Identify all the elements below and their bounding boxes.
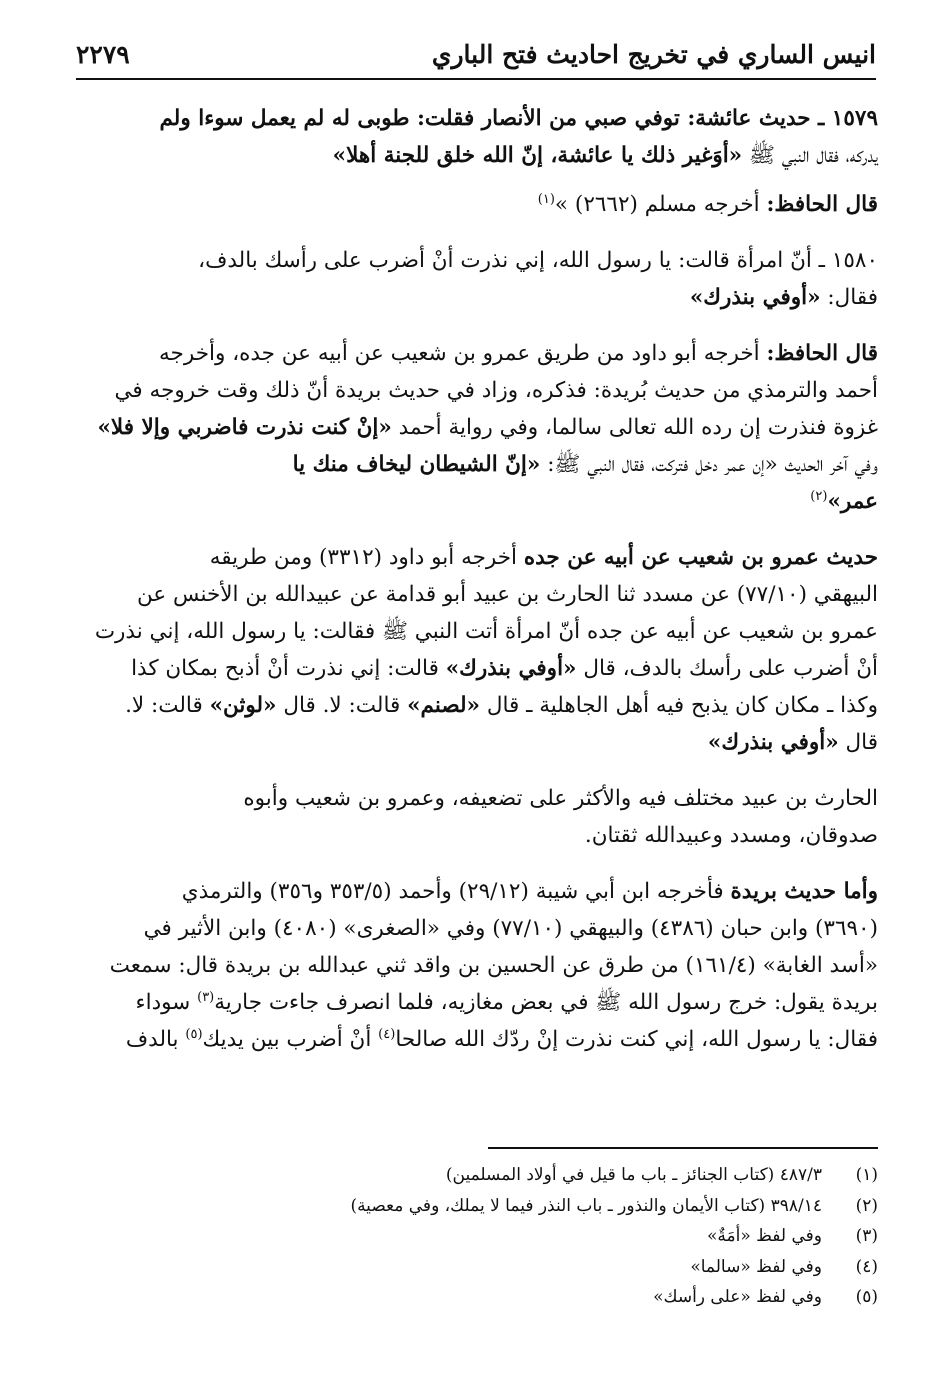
hafiz-comment-1579: [76, 186, 878, 223]
footnote-ref-3: (٣): [197, 989, 215, 1005]
buraida-line-3: «أسد الغابة» (١٦١/٤) من طرق عن الحسين بن واقد ثني عبدالله بن بريدة قال: سمعت: [109, 953, 878, 978]
amr-line-1: أخرجه أبو داود (٣٣١٢) ومن طريقه: [209, 545, 524, 570]
footnote-item: [98, 1160, 878, 1191]
hadith-1579-line-1: ١٥٧٩ ـ حديث عائشة: توفي صبي من الأنصار فقلت: طوبى له لم يعمل سوءا ولم: [159, 106, 878, 131]
footnote-number: (٣): [855, 1226, 878, 1246]
hadith-1579-quote: «أوَغير ذلك يا عائشة، إنّ الله خلق للجنة أهلا»: [332, 143, 743, 168]
footnote-ref-5: (٥): [185, 1026, 203, 1042]
hafiz-label: قال الحافظ:: [766, 192, 878, 217]
footnote-text: وفي لفظ «على رأسك»: [653, 1287, 822, 1307]
buraida-line-4: بريدة يقول: خرج رسول الله ﷺ في بعض مغازيه، فلما انصرف جاءت جارية: [214, 990, 878, 1015]
hadith-1580-quote: «أوفي بنذرك»: [689, 285, 821, 310]
footnote-text: ٤٨٧/٣ (كتاب الجنائز ـ باب ما قيل في أولاد المسلمين): [445, 1165, 822, 1185]
hafiz-comment-1580: [76, 335, 878, 520]
footnote-text: وفي لفظ «سالما»: [690, 1256, 822, 1277]
footnote-item: [98, 1221, 878, 1252]
hadith-1580: [76, 242, 878, 316]
buraida-hadith-takhrij: [76, 873, 878, 1058]
amr-hadith-takhrij: [76, 539, 878, 761]
footnotes: [98, 1160, 878, 1313]
footnote-text: وفي لفظ «أمَةٌ»: [707, 1226, 822, 1246]
amr-line-5: وكذا ـ مكان كان يذبح فيه أهل الجاهلية ـ قال: [479, 693, 878, 718]
hafiz-1580-line-5: عمر»: [827, 489, 878, 514]
buraida-line-4-end: سوداء: [135, 990, 198, 1015]
footnote-number: (١): [855, 1165, 878, 1185]
buraida-line-2: (٣٦٩٠) وابن حبان (٤٣٨٦) والبيهقي (٧٧/١٠) وفي «الصغرى» (٤٠٨٠) وابن الأثير في: [143, 916, 878, 941]
hadith-1579-line-2: يدركه، فقال النبي ﷺ: [742, 143, 878, 168]
amr-line-5-mid: قالت: لا. قال: [276, 693, 408, 718]
hafiz-1580-line-1: أخرجه أبو داود من طريق عمرو بن شعيب عن أبيه عن جده، وأخرجه: [159, 341, 767, 366]
hadith-1580-line-1: ١٥٨٠ ـ أنّ امرأة قالت: يا رسول الله، إني نذرت أنْ أضرب على رأسك بالدف،: [198, 248, 878, 273]
buraida-line-1: فأخرجه ابن أبي شيبة (٢٩/١٢) وأحمد (٣٥٣/٥ و٣٥٦) والترمذي: [181, 879, 731, 904]
assessment-line-2: صدوقان، ومسدد وعبيدالله ثقتان.: [584, 823, 878, 848]
hadith-1580-line-2: فقال:: [820, 285, 878, 310]
footnote-ref-2: (٢): [810, 488, 828, 504]
page-header: [76, 36, 876, 80]
amr-quote-2: «لصنم»: [407, 693, 480, 718]
page-number: ٢٢٧٩: [76, 40, 130, 69]
amr-line-2: البيهقي (٧٧/١٠) عن مسدد ثنا الحارث بن عبيد أبو قدامة عن عبيدالله بن الأخنس عن: [137, 582, 878, 607]
hadith-1579: [76, 100, 878, 174]
footnote-text: ٣٩٨/١٤ (كتاب الأيمان والنذور ـ باب النذر فيما لا يملك، وفي معصية): [350, 1195, 822, 1216]
amr-line-4: أنْ أضرب على رأسك بالدف، قال: [576, 656, 878, 681]
buraida-line-5-mid: أنْ أضرب بين يديك: [202, 1027, 379, 1052]
assessment-line-1: الحارث بن عبيد مختلف فيه والأكثر على تضعيفه، وعمرو بن شعيب وأبوه: [243, 786, 878, 811]
amr-hadith-label: حديث عمرو بن شعيب عن أبيه عن جده: [523, 545, 878, 570]
running-title: انيس الساري في تخريج احاديث فتح الباري: [431, 40, 876, 69]
narrator-assessment: [76, 780, 878, 854]
buraida-line-5: فقال: يا رسول الله، إني كنت نذرت إنْ ردّك الله صالحا: [395, 1027, 878, 1052]
amr-line-6: قال: [838, 730, 878, 755]
footnote-number: (٤): [855, 1256, 878, 1277]
amr-quote-4: «أوفي بنذرك»: [707, 730, 839, 755]
footnote-item: [98, 1252, 878, 1283]
hafiz-comment-text: أخرجه مسلم (٢٦٦٢) »: [554, 192, 767, 217]
buraida-line-5-end: بالدف: [125, 1027, 186, 1052]
hafiz-label: قال الحافظ:: [766, 341, 878, 366]
main-text: [76, 100, 878, 1070]
header-divider: [76, 78, 876, 80]
hafiz-1580-quote-2: «إنّ الشيطان ليخاف منك يا: [292, 452, 541, 477]
hafiz-1580-line-4: وفي آخر الحديث «إن عمر دخل فتركت، فقال النبي ﷺ:: [540, 452, 878, 477]
footnote-item: [98, 1282, 878, 1313]
footnote-ref-1: (١): [537, 191, 555, 207]
hafiz-1580-line-2: أحمد والترمذي من حديث بُريدة: فذكره، وزاد في حديث بريدة أنّ ذلك وقت خروجه في: [114, 378, 878, 403]
amr-quote-1: «أوفي بنذرك»: [445, 656, 577, 681]
footnote-item: [98, 1191, 878, 1222]
footnote-number: (٥): [855, 1287, 878, 1307]
amr-line-5-end: قالت: لا.: [125, 693, 210, 718]
footnote-ref-4: (٤): [378, 1026, 396, 1042]
amr-quote-3: «لوثن»: [209, 693, 277, 718]
hafiz-1580-quote-1: «إنْ كنت نذرت فاضربي وإلا فلا»: [97, 415, 392, 440]
buraida-label: وأما حديث بريدة: [730, 879, 878, 904]
footnote-divider: [488, 1147, 878, 1149]
amr-line-3: عمرو بن شعيب عن أبيه عن جده أنّ امرأة أتت النبي ﷺ فقالت: يا رسول الله، إني نذرت: [94, 619, 878, 644]
footnote-number: (٢): [855, 1195, 878, 1216]
amr-line-4-end: قالت: إني نذرت أنْ أذبح بمكان كذا: [131, 656, 446, 681]
hafiz-1580-line-3: غزوة فنذرت إن رده الله تعالى سالما، وفي رواية أحمد: [391, 415, 878, 440]
